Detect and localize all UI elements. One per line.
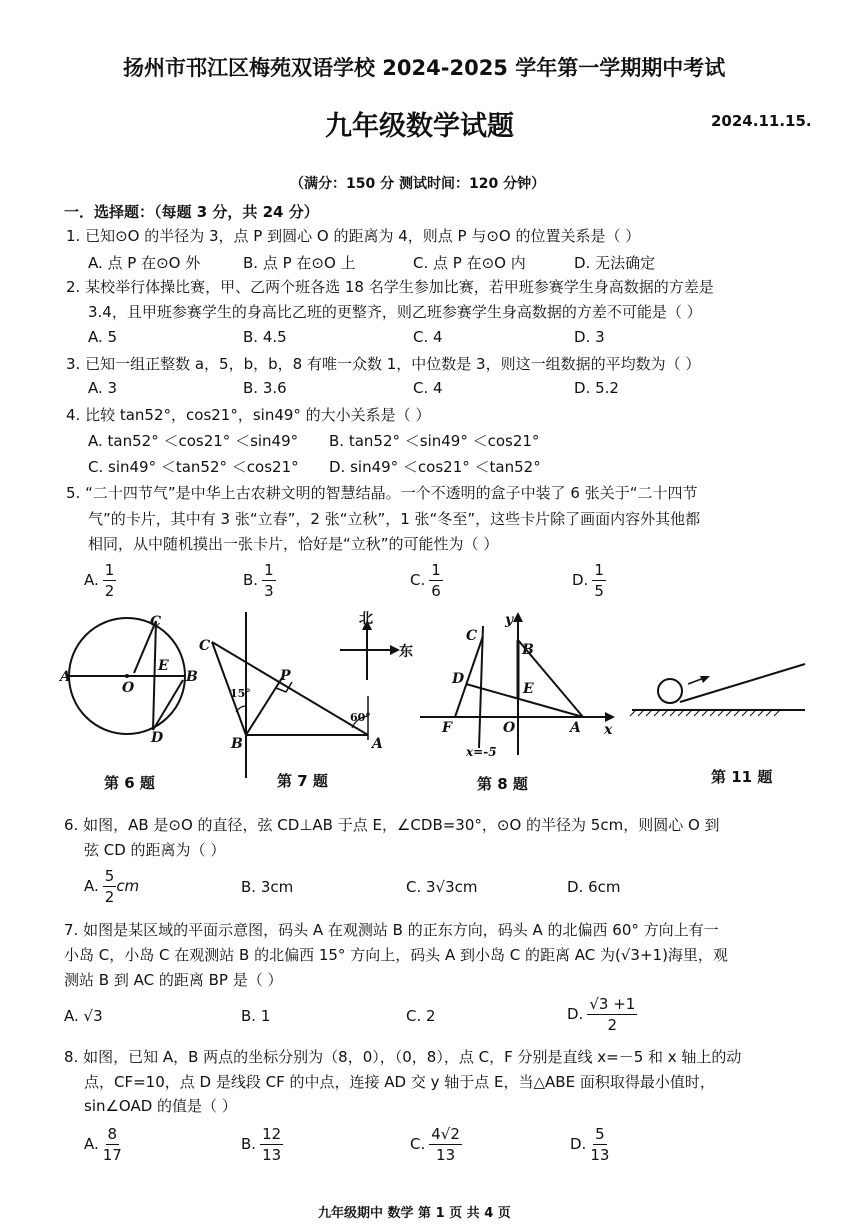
question-3-option-a: A. 3 xyxy=(88,379,118,397)
denominator: 2 xyxy=(104,888,115,906)
question-5-line-1: 5. “二十四节气”是中华上古农耕文明的智慧结晶。一个不透明的盒子中装了 6 张关于“二十四节 xyxy=(66,484,698,502)
fig6-center-dot xyxy=(125,674,129,678)
fig6-label-o: O xyxy=(122,680,135,696)
question-8-option-c xyxy=(410,1124,462,1165)
question-3-option-c: C. 4 xyxy=(413,379,443,397)
fraction xyxy=(429,560,443,601)
question-8-line-2: 点，CF=10，点 D 是线段 CF 的中点，连接 AD 交 y 轴于点 E，当△ABE 面积取得最小值时， xyxy=(84,1073,715,1091)
option-letter: C. xyxy=(410,1135,426,1153)
question-5-line-2: 气”的卡片，其中有 3 张“立春”，2 张“立秋”，1 张“冬至”，这些卡片除了画面内容外其他都 xyxy=(88,510,701,528)
question-3-stem: 3. 已知一组正整数 a，5，b，b，8 有唯一众数 1，中位数是 3，则这一组数据的平均数为（ ） xyxy=(66,355,701,373)
figure-6-caption: 第 6 题 xyxy=(104,774,155,792)
question-6-line-1: 6. 如图，AB 是⊙O 的直径，弦 CD⊥AB 于点 E，∠CDB=30°，⊙O 的半径为 5cm，则圆心 O 到 xyxy=(64,816,720,834)
question-2-option-d: D. 3 xyxy=(574,328,605,346)
fig6-segment-db xyxy=(153,680,183,730)
exam-title: 九年级数学试题 xyxy=(325,111,514,142)
denominator: 13 xyxy=(262,1146,282,1164)
denominator: 6 xyxy=(431,582,441,600)
question-2-line-1: 2. 某校举行体操比赛，甲、乙两个班各选 18 名学生参加比赛，若甲班参赛学生身高数据的方差是 xyxy=(66,278,714,296)
fig8-x-arrow xyxy=(605,712,615,722)
question-2-option-b: B. 4.5 xyxy=(243,328,287,346)
fig7-angle-60: 60° xyxy=(350,711,371,724)
figures-panel xyxy=(55,605,825,795)
numerator: 8 xyxy=(107,1125,118,1143)
fraction xyxy=(103,560,117,601)
fig7-angle-15: 15° xyxy=(230,687,251,700)
question-8-option-a xyxy=(84,1124,122,1165)
fig11-arrowhead xyxy=(700,676,710,683)
option-letter: B. xyxy=(243,571,259,589)
question-1-option-b: B. 点 P 在⊙O 上 xyxy=(243,254,356,272)
fig7-label-p: P xyxy=(280,668,291,684)
question-5-option-c xyxy=(410,560,443,601)
question-1-option-a: A. 点 P 在⊙O 外 xyxy=(88,254,201,272)
fig6-label-e: E xyxy=(158,658,169,674)
question-5-option-d xyxy=(572,560,606,601)
question-4-stem: 4. 比较 tan52°，cos21°，sin49° 的大小关系是（ ） xyxy=(66,406,431,424)
question-5-line-3: 相同，从中随机摸出一张卡片，恰好是“立秋”的可能性为（ ） xyxy=(88,535,499,553)
question-7-line-1: 7. 如图是某区域的平面示意图，码头 A 在观测站 B 的正东方向，码头 A 的北偏西 60° 方向上有一 xyxy=(64,921,719,939)
option-letter: D. xyxy=(572,571,589,589)
question-4-option-c: C. sin49° ＜tan52° ＜cos21° xyxy=(88,458,299,476)
fraction xyxy=(429,1124,462,1165)
question-7-line-2: 小岛 C，小岛 C 在观测站 B 的北偏西 15° 方向上，码头 A 到小岛 C 的距离 AC 为(√3+1)海里，观 xyxy=(64,946,728,964)
fig8-y-arrow xyxy=(513,612,523,622)
exam-meta: （满分：150 分 测试时间：120 分钟） xyxy=(290,176,546,192)
denominator: 2 xyxy=(104,582,115,600)
fig8-label-c: C xyxy=(466,628,478,644)
figure-8-caption: 第 8 题 xyxy=(477,775,528,793)
fraction xyxy=(260,1124,283,1165)
fig8-label-d: D xyxy=(452,671,465,687)
question-8-option-b xyxy=(241,1124,283,1165)
numerator: 5 xyxy=(595,1125,605,1143)
denominator: 13 xyxy=(590,1146,610,1164)
question-2-option-a: A. 5 xyxy=(88,328,118,346)
question-8-line-3: sin∠OAD 的值是（ ） xyxy=(84,1097,237,1115)
fig8-label-f: F xyxy=(442,720,452,736)
question-3-option-b: B. 3.6 xyxy=(243,379,287,397)
question-1-option-d: D. 无法确定 xyxy=(574,254,656,272)
question-1-stem: 1. 已知⊙O 的半径为 3，点 P 到圆心 O 的距离为 4，则点 P 与⊙O 的位置关系是（ ） xyxy=(66,227,641,245)
numerator: 1 xyxy=(594,561,604,579)
fig8-label-y: y xyxy=(505,612,514,628)
numerator: 1 xyxy=(104,561,115,579)
question-5-option-a xyxy=(84,560,116,601)
fraction xyxy=(103,1124,122,1165)
numerator: 1 xyxy=(431,561,441,579)
question-7-line-3: 测站 B 到 AC 的距离 BP 是（ ） xyxy=(64,971,283,989)
option-letter: A. xyxy=(84,1135,99,1153)
question-8-option-d xyxy=(570,1124,609,1165)
page-footer: 九年级期中 数学 第 1 页 共 4 页 xyxy=(318,1206,511,1221)
fig6-label-d: D xyxy=(151,730,164,746)
fraction xyxy=(103,866,117,907)
exam-date: 2024.11.15. xyxy=(711,112,812,130)
fig8-label-line: x=-5 xyxy=(466,745,497,759)
question-7-option-a: A. √3 xyxy=(64,1007,103,1025)
fig7-segment-bp xyxy=(246,678,282,735)
numerator: 1 xyxy=(264,561,274,579)
numerator: 4√2 xyxy=(431,1125,460,1143)
numerator: √3 +1 xyxy=(589,995,636,1013)
question-6-option-a xyxy=(84,866,139,907)
option-letter: B. xyxy=(241,1135,257,1153)
fig8-label-x: x xyxy=(604,722,613,738)
question-6-option-d: D. 6cm xyxy=(567,878,621,896)
option-letter: A. xyxy=(84,571,99,589)
question-2-option-c: C. 4 xyxy=(413,328,443,346)
fig7-label-c: C xyxy=(199,638,211,654)
denominator: 17 xyxy=(102,1146,122,1164)
numerator: 5 xyxy=(104,867,115,885)
question-7-option-d xyxy=(567,994,637,1035)
option-letter: C. xyxy=(410,571,426,589)
question-5-option-b xyxy=(243,560,276,601)
question-8-line-1: 8. 如图，已知 A，B 两点的坐标分别为（8，0），（0，8），点 C，F 分别是直线 x=－5 和 x 轴上的动 xyxy=(64,1048,742,1066)
question-3-option-d: D. 5.2 xyxy=(574,379,619,397)
figure-11-caption: 第 11 题 xyxy=(711,768,773,786)
fig7-label-b: B xyxy=(231,736,243,752)
fig6-label-b: B xyxy=(186,669,198,685)
fig11-slope xyxy=(680,664,805,702)
option-letter: D. xyxy=(570,1135,587,1153)
question-4-option-d: D. sin49° ＜cos21° ＜tan52° xyxy=(329,458,541,476)
fraction xyxy=(262,560,276,601)
denominator: 3 xyxy=(264,582,274,600)
section-heading: 一．选择题：（每题 3 分，共 24 分） xyxy=(64,203,319,221)
question-7-option-c: C. 2 xyxy=(406,1007,436,1025)
option-letter: A. xyxy=(84,877,99,895)
fig7-label-a: A xyxy=(372,736,383,752)
school-name: 扬州市邗江区梅苑双语学校 2024-2025 学年第一学期期中考试 xyxy=(123,56,726,80)
question-4-option-a: A. tan52° ＜cos21° ＜sin49° xyxy=(88,432,299,450)
question-4-option-b: B. tan52° ＜sin49° ＜cos21° xyxy=(329,432,540,450)
denominator: 5 xyxy=(594,582,604,600)
numerator: 12 xyxy=(262,1125,282,1143)
compass-east-label: 东 xyxy=(399,644,413,660)
option-letter: D. xyxy=(567,1005,584,1023)
question-2-line-2: 3.4，且甲班参赛学生的身高比乙班的更整齐，则乙班参赛学生身高数据的方差不可能是（ ） xyxy=(88,303,702,321)
fraction xyxy=(592,560,606,601)
question-6-option-b: B. 3cm xyxy=(241,878,294,896)
question-6-line-2: 弦 CD 的距离为（ ） xyxy=(84,841,226,859)
fraction xyxy=(587,994,637,1035)
figure-7-caption: 第 7 题 xyxy=(277,772,328,790)
question-1-option-c: C. 点 P 在⊙O 内 xyxy=(413,254,526,272)
fraction xyxy=(590,1124,609,1165)
denominator: 13 xyxy=(436,1146,456,1164)
question-6-option-c: C. 3√3cm xyxy=(406,878,478,896)
compass-north-label: 北 xyxy=(359,611,373,627)
fig8-label-a: A xyxy=(570,720,581,736)
fig11-ball xyxy=(658,679,682,703)
denominator: 2 xyxy=(607,1016,618,1034)
fig8-label-e: E xyxy=(523,681,534,697)
fig8-label-b: B xyxy=(522,642,534,658)
fig6-label-a: A xyxy=(60,669,71,685)
question-7-option-b: B. 1 xyxy=(241,1007,271,1025)
fig6-label-c: C xyxy=(150,614,162,630)
fig8-label-o: O xyxy=(503,720,516,736)
unit: cm xyxy=(116,877,140,895)
